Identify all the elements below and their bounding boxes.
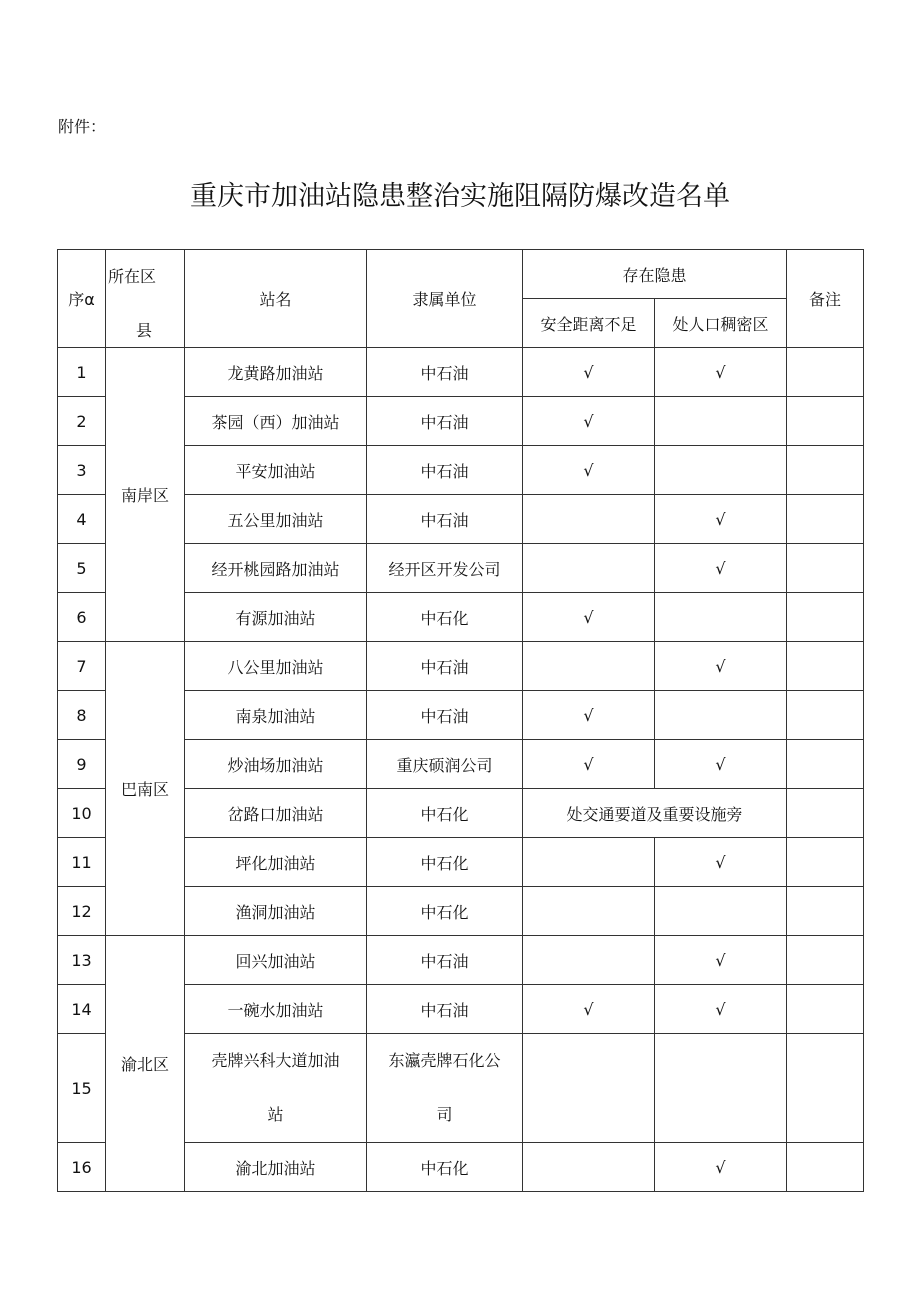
dense-check-cell: √ <box>655 936 787 985</box>
station-cell: 坪化加油站 <box>185 838 367 887</box>
dense-check-cell: √ <box>655 1143 787 1192</box>
owner-cell: 中石油 <box>367 446 523 495</box>
owner-cell: 中石油 <box>367 691 523 740</box>
dense-check-cell <box>655 593 787 642</box>
safety-check-cell <box>523 887 655 936</box>
remark-cell <box>787 544 864 593</box>
seq-cell: 11 <box>58 838 106 887</box>
seq-cell: 10 <box>58 789 106 838</box>
attachment-label: 附件： <box>58 117 107 136</box>
seq-cell: 8 <box>58 691 106 740</box>
station-cell: 有源加油站 <box>185 593 367 642</box>
owner-cell: 中石油 <box>367 936 523 985</box>
dense-check-cell: √ <box>655 544 787 593</box>
owner-line1: 东瀛壳牌石化公 <box>388 1051 501 1070</box>
owner-cell: 中石油 <box>367 348 523 397</box>
station-cell: 经开桃园路加油站 <box>185 544 367 593</box>
safety-check-cell <box>523 1143 655 1192</box>
station-line1: 壳牌兴科大道加油 <box>211 1051 340 1070</box>
header-seq: 序α <box>58 250 106 348</box>
safety-check-cell: √ <box>523 740 655 789</box>
station-cell: 茶园（西）加油站 <box>185 397 367 446</box>
table-row <box>58 348 864 397</box>
station-cell: 平安加油站 <box>185 446 367 495</box>
owner-cell: 中石化 <box>367 789 523 838</box>
dense-check-cell: √ <box>655 985 787 1034</box>
safety-check-cell: √ <box>523 985 655 1034</box>
seq-cell: 5 <box>58 544 106 593</box>
remark-cell <box>787 789 864 838</box>
seq-cell: 16 <box>58 1143 106 1192</box>
remark-cell <box>787 446 864 495</box>
remark-cell <box>787 936 864 985</box>
remark-cell <box>787 642 864 691</box>
station-cell: 南泉加油站 <box>185 691 367 740</box>
seq-cell: 1 <box>58 348 106 397</box>
remark-cell <box>787 1034 864 1143</box>
safety-check-cell <box>523 838 655 887</box>
seq-cell: 14 <box>58 985 106 1034</box>
remark-cell <box>787 397 864 446</box>
remark-cell <box>787 593 864 642</box>
station-cell: 八公里加油站 <box>185 642 367 691</box>
owner-line2: 司 <box>436 1105 453 1124</box>
safety-check-cell: √ <box>523 593 655 642</box>
station-cell: 渝北加油站 <box>185 1143 367 1192</box>
header-owner: 隶属单位 <box>367 250 523 348</box>
header-dense-area: 处人口稠密区 <box>655 299 787 348</box>
dense-check-cell <box>655 691 787 740</box>
seq-cell: 6 <box>58 593 106 642</box>
dense-check-cell: √ <box>655 495 787 544</box>
owner-cell: 重庆硕润公司 <box>367 740 523 789</box>
remark-cell <box>787 985 864 1034</box>
seq-cell: 3 <box>58 446 106 495</box>
owner-cell: 中石化 <box>367 838 523 887</box>
seq-cell: 7 <box>58 642 106 691</box>
safety-check-cell: √ <box>523 446 655 495</box>
station-cell: 五公里加油站 <box>185 495 367 544</box>
dense-check-cell <box>655 1034 787 1143</box>
seq-cell: 4 <box>58 495 106 544</box>
remark-cell <box>787 838 864 887</box>
station-line2: 站 <box>267 1105 284 1124</box>
station-cell: 龙黄路加油站 <box>185 348 367 397</box>
dense-check-cell <box>655 446 787 495</box>
seq-cell: 13 <box>58 936 106 985</box>
remark-cell <box>787 691 864 740</box>
owner-cell <box>367 1034 523 1143</box>
remark-cell <box>787 348 864 397</box>
owner-cell: 中石油 <box>367 985 523 1034</box>
district-cell: 巴南区 <box>106 642 185 936</box>
dense-check-cell <box>655 887 787 936</box>
header-row <box>58 250 864 299</box>
station-cell: 岔路口加油站 <box>185 789 367 838</box>
safety-check-cell <box>523 495 655 544</box>
remark-cell <box>787 887 864 936</box>
owner-cell: 经开区开发公司 <box>367 544 523 593</box>
seq-cell: 12 <box>58 887 106 936</box>
header-remark: 备注 <box>787 250 864 348</box>
header-hazard: 存在隐患 <box>523 250 787 299</box>
header-district-line1: 所在区 <box>108 267 157 286</box>
station-cell: 一碗水加油站 <box>185 985 367 1034</box>
owner-cell: 中石油 <box>367 642 523 691</box>
owner-cell: 中石化 <box>367 887 523 936</box>
safety-check-cell <box>523 544 655 593</box>
station-table <box>57 249 864 1192</box>
station-cell: 渔洞加油站 <box>185 887 367 936</box>
dense-check-cell: √ <box>655 348 787 397</box>
dense-check-cell: √ <box>655 642 787 691</box>
header-district <box>106 250 185 348</box>
station-cell: 炒油场加油站 <box>185 740 367 789</box>
owner-cell: 中石化 <box>367 1143 523 1192</box>
safety-check-cell: √ <box>523 397 655 446</box>
remark-cell <box>787 1143 864 1192</box>
merged-hazard-cell: 处交通要道及重要设施旁 <box>523 789 787 838</box>
district-cell: 渝北区 <box>106 936 185 1192</box>
dense-check-cell <box>655 397 787 446</box>
safety-check-cell <box>523 936 655 985</box>
header-station: 站名 <box>185 250 367 348</box>
owner-cell: 中石油 <box>367 397 523 446</box>
seq-cell: 15 <box>58 1034 106 1143</box>
safety-check-cell: √ <box>523 691 655 740</box>
page-title: 重庆市加油站隐患整治实施阻隔防爆改造名单 <box>190 181 730 212</box>
header-district-line2: 县 <box>136 321 153 340</box>
station-cell: 回兴加油站 <box>185 936 367 985</box>
dense-check-cell: √ <box>655 838 787 887</box>
station-cell <box>185 1034 367 1143</box>
seq-cell: 2 <box>58 397 106 446</box>
owner-cell: 中石化 <box>367 593 523 642</box>
safety-check-cell: √ <box>523 348 655 397</box>
safety-check-cell <box>523 1034 655 1143</box>
district-cell: 南岸区 <box>106 348 185 642</box>
remark-cell <box>787 495 864 544</box>
seq-cell: 9 <box>58 740 106 789</box>
dense-check-cell: √ <box>655 740 787 789</box>
remark-cell <box>787 740 864 789</box>
safety-check-cell <box>523 642 655 691</box>
table-row <box>58 642 864 691</box>
header-safety-distance: 安全距离不足 <box>523 299 655 348</box>
table-row <box>58 936 864 985</box>
owner-cell: 中石油 <box>367 495 523 544</box>
